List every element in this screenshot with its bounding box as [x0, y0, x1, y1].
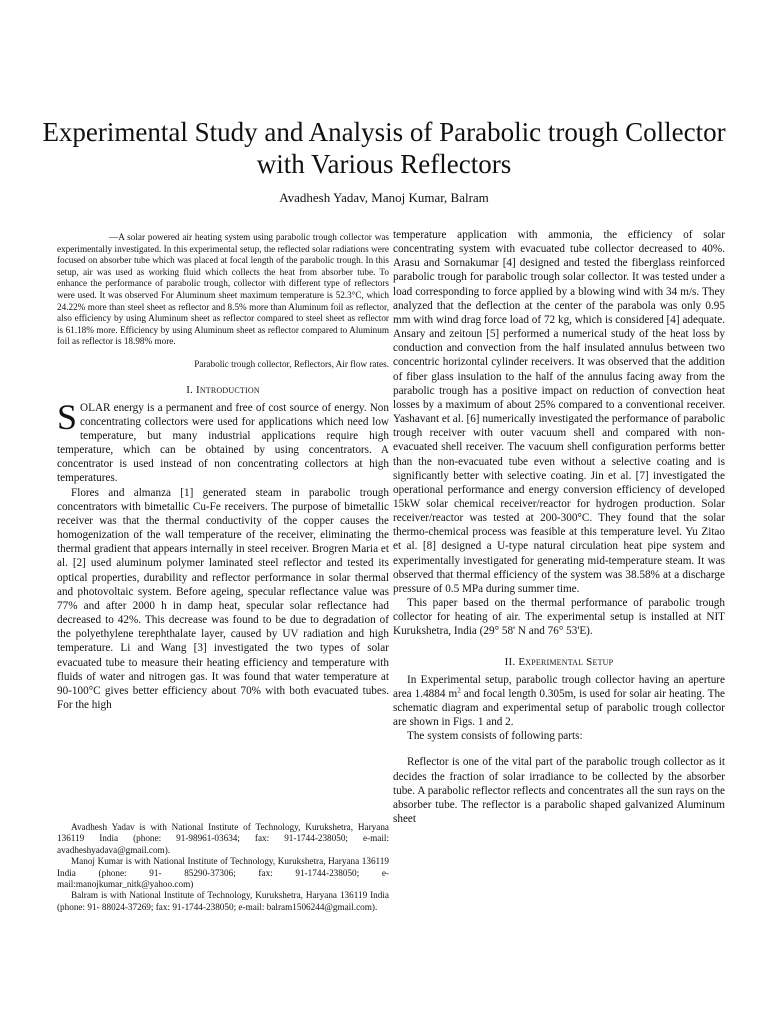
paragraph-gap: [393, 743, 725, 755]
section-number: II.: [504, 655, 516, 668]
footnote-author-1: Avadhesh Yadav is with National Institute of Technology, Kurukshetra, Haryana 136119 India (phone: 91-98961-03634; fax: 91-1744-238050; e-mail: avadheshyadava@gmail.com).: [57, 822, 389, 855]
section-heading-experimental-setup: [393, 655, 725, 669]
right-column: [393, 228, 725, 826]
abstract-text: —A solar powered air heating system using parabolic trough collector was experimentally investigated. In this experimental setup, the reflected solar radiations were focused on absorber tube which was placed at focal length of the parabolic trough. In this setup, air was used as working fluid which collects the heat from absorber tube. To enhance the performance of parabolic trough, collector with different type of reflectors were used. It was observed For Aluminum sheet maximum temperature is 52.3°C, which 24.22% more than steel sheet as reflector and 8.5% more than Aluminum foil as reflector, also efficiency by using Aluminum sheet as reflector compared to steel sheet as reflector is 61.18% more. Efficiency by using Aluminum sheet as reflector compared to Aluminum foil as reflector is 18.98% more.: [57, 232, 389, 347]
keywords: Parabolic trough collector, Reflectors, Air flow rates.: [194, 358, 389, 369]
intro-paragraph-1: [57, 396, 389, 486]
section-heading-introduction: [57, 383, 389, 397]
footnote-author-2: Manoj Kumar is with National Institute of Technology, Kurukshetra, Haryana 136119 India (phone: 91- 85290-37306; fax: 91-1744-238050; e-mail:manojkumar_nitk@yahoo.com): [57, 856, 389, 890]
author-footnotes: [57, 822, 389, 913]
setup-paragraph-1: [393, 673, 725, 730]
footnote-author-3: Balram is with National Institute of Technology, Kurukshetra, Haryana 136119 India (phone: 91- 88024-37269; fax: 91-1744-238050; e-mail: balram1506244@gmail.com).: [57, 890, 389, 912]
abstract: [57, 232, 389, 348]
paper-authors: Avadhesh Yadav, Manoj Kumar, Balram: [279, 190, 489, 205]
paper-title: Experimental Study and Analysis of Parabolic trough Collector with Various Reflectors: [42, 117, 726, 179]
intro-paragraph-4: This paper based on the thermal performance of parabolic trough collector for heating of air. The experimental setup is installed at NIT Kurukshetra, India (29° 58' N and 76° 53'E).: [393, 597, 725, 638]
setup-paragraph-1-text-a: In Experimental setup, parabolic trough collector having an aperture area 1.4884 m: [393, 673, 725, 700]
section-title: Experimental Setup: [518, 655, 614, 668]
drop-cap: S: [57, 396, 78, 437]
intro-paragraph-2: Flores and almanza [1] generated steam in parabolic trough concentrators with bimetallic Cu-Fe receivers. The purpose of bimetallic receiver was that the thermal conductivity of the copper causes the homogenization of the wall temperature of the receiver, eliminating the thermal gradient that appears internally in steel receiver. Brogren Maria et al. [2] used aluminum polymer laminated steel reflector and tested its optical properties, durability and reflector performance in solar thermal and photovoltaic system. Before ageing, specular reflectance value was 77% and after 2000 h in damp heat, specular solar reflectance had decreased to 42%. This decrease was found to be due to degradation of the polyethylene terephthalate layer, caused by UV radiation and high temperature. Li and Wang [3] investigated the two types of solar evacuated tube to measure their heating efficiency and temperature with fluids of water and nitrogen gas. It was found that water temperature at 90-100°C gives better efficiency about 70% with both evacuated tubes. For the high: [57, 486, 389, 711]
setup-paragraph-1-text-b: and focal length 0.305m, is used for solar air heating. The schematic diagram and experimental setup of parabolic trough collector are shown in Figs. 1 and 2.: [393, 687, 726, 729]
intro-paragraph-3: temperature application with ammonia, the efficiency of solar concentrating system with evacuated tube collector decreased to 40%. Arasu and Sornakumar [4] designed and tested the fiberglass reinforced parabolic trough for parabolic trough solar collector. It was tested under a load corresponding to force applied by a blowing wind with 34 m/s. They analyzed that the deflection at the center of the parabola was only 0.95 mm with wind drag force load of 72 kg, which is considered [4] adequate. Ansary and zeitoun [5] performed a numerical study of the heat loss by conduction and convection from the half insulated annulus between two concentric horizontal cylinder receivers. It was observed that the addition of fiber glass insulation to the half of the annulus facing away from the parabolic trough has a positive impact on reduction of convection heat losses by a maximum of about 25% compared to a conventional receiver. Yashavant et al. [6] numerically investigated the performance of parabolic trough receiver with outer vacuum shell and compared with non-evacuated shell receiver. The vacuum shell configuration performs better than the non-evacuated tube even without a selective coating and is significantly better with selective coating. Jin et al. [7] investigated the operational performance and energy conversion efficiency of developed 15kW solar chemical receiver/reactor for hydrogen production. Solar receiver/reactor was tested at 200-300°C. They found that the solar thermo-chemical process was feasible at this temperature level. Yu Zitao et al. [8] designed a U-type natural circulation heat pipe system and experimentally investigated for generating mid-temperature steam. It was observed that thermal efficiency of the system was 38.58% at a discharge pressure of 0.5 MPa during summer time.: [393, 229, 725, 595]
section-title: Introduction: [195, 383, 260, 396]
setup-paragraph-3: Reflector is one of the vital part of the parabolic trough collector as it decides the fraction of solar irradiance to be collected by the absorber tube. A parabolic reflector reflects and concentrates all the sun rays on the absorber tube. The reflector is a parabolic shaped galvanized Aluminum sheet: [393, 756, 725, 826]
setup-paragraph-2: The system consists of following parts:: [407, 730, 583, 743]
section-number: I.: [186, 383, 194, 396]
left-column: [57, 222, 389, 712]
superscript: 2: [457, 686, 461, 695]
intro-paragraph-1-text: OLAR energy is a permanent and free of cost source of energy. Non concentrating collectors were used for applications which need low temperature, but many industrial applications require high temperature, which can be obtained by using concentrators. A concentrator is used instead of non concentrating collectors at high temperatures.: [57, 401, 389, 485]
